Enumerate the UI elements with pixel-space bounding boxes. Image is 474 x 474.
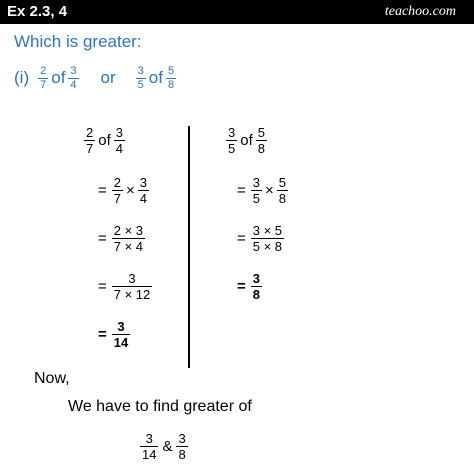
fraction: [251, 272, 262, 301]
fraction: [68, 66, 78, 91]
fraction: [251, 176, 262, 205]
numerator: 3: [228, 125, 236, 140]
denominator: 14: [113, 335, 129, 350]
question-part: [14, 60, 176, 96]
denominator: 4: [70, 78, 77, 91]
fraction: [112, 272, 153, 301]
numerator: 3 × 5: [252, 223, 283, 238]
fraction: [226, 126, 237, 155]
denominator: 5: [137, 78, 144, 91]
denominator: 7: [86, 141, 94, 156]
fraction: [112, 176, 123, 205]
denominator: 14: [142, 447, 157, 462]
fraction: [84, 126, 95, 155]
right-step-2: [237, 176, 288, 205]
denominator: 8: [167, 78, 175, 91]
right-step-3: [237, 224, 284, 253]
fraction: [38, 66, 48, 91]
denominator: 7 × 4: [113, 239, 144, 254]
fraction: [136, 66, 146, 91]
denominator: 8: [252, 287, 260, 302]
part-label: (i): [14, 68, 30, 87]
equals-sign: =: [237, 278, 246, 295]
numerator: 3: [139, 175, 147, 190]
left-step-4: [98, 272, 152, 301]
numerator: 5: [278, 175, 286, 190]
left-step-3: [98, 224, 145, 253]
fraction: [112, 224, 145, 253]
denominator: 7: [113, 191, 121, 206]
equals-sign: =: [237, 182, 246, 199]
numerator: 3: [70, 64, 77, 77]
equals-sign: =: [98, 182, 107, 199]
fraction: [176, 432, 187, 461]
denominator: 5: [252, 191, 260, 206]
numerator: 3: [115, 125, 123, 140]
compare-fractions: [140, 432, 188, 461]
numerator: 3: [128, 271, 136, 286]
fraction: [251, 224, 284, 253]
numerator: 5: [257, 125, 265, 140]
column-divider: [188, 126, 190, 368]
left-step-2: [98, 176, 149, 205]
fraction: [112, 320, 130, 349]
denominator: 7: [40, 78, 47, 91]
denominator: 4: [115, 141, 123, 156]
numerator: 2: [40, 64, 47, 77]
left-step-5: [98, 320, 130, 349]
denominator: 5 × 8: [252, 239, 283, 254]
numerator: 2: [86, 125, 94, 140]
denominator: 8: [257, 141, 265, 156]
header-bar: [0, 0, 474, 24]
question-text: Which is greater:: [14, 32, 142, 51]
fraction: [138, 176, 149, 205]
numerator: 3: [117, 319, 125, 334]
denominator: 8: [178, 447, 186, 462]
fraction: [256, 126, 267, 155]
denominator: 7 × 12: [113, 287, 151, 302]
denominator: 4: [139, 191, 147, 206]
numerator: 3: [252, 175, 260, 190]
times-sign: ×: [265, 182, 274, 199]
times-sign: ×: [126, 182, 135, 199]
exercise-title: Ex 2.3, 4: [7, 3, 68, 20]
brand-logo: teachoo.com: [384, 4, 456, 19]
numerator: 5: [167, 64, 175, 77]
of-word: of: [148, 68, 163, 87]
equals-sign: =: [98, 326, 107, 343]
numerator: 2: [113, 175, 121, 190]
of-word: of: [98, 132, 111, 149]
fraction: [140, 432, 158, 461]
right-step-1: [226, 126, 267, 155]
ampersand: &: [162, 438, 173, 455]
equals-sign: =: [98, 278, 107, 295]
numerator: 3: [137, 64, 144, 77]
numerator: 2 × 3: [113, 223, 144, 238]
now-text: Now,: [34, 370, 70, 387]
denominator: 5: [228, 141, 236, 156]
numerator: 3: [252, 271, 260, 286]
equals-sign: =: [98, 230, 107, 247]
right-step-4: [237, 272, 262, 301]
denominator: 8: [278, 191, 286, 206]
of-word: of: [240, 132, 253, 149]
fraction: [166, 66, 176, 91]
equals-sign: =: [237, 230, 246, 247]
left-step-1: [84, 126, 125, 155]
numerator: 3: [178, 431, 186, 446]
fraction: [277, 176, 288, 205]
numerator: 3: [145, 431, 153, 446]
find-greater-text: We have to find greater of: [68, 398, 252, 415]
fraction: [114, 126, 125, 155]
or-word: or: [100, 68, 116, 87]
of-word: of: [51, 68, 66, 87]
